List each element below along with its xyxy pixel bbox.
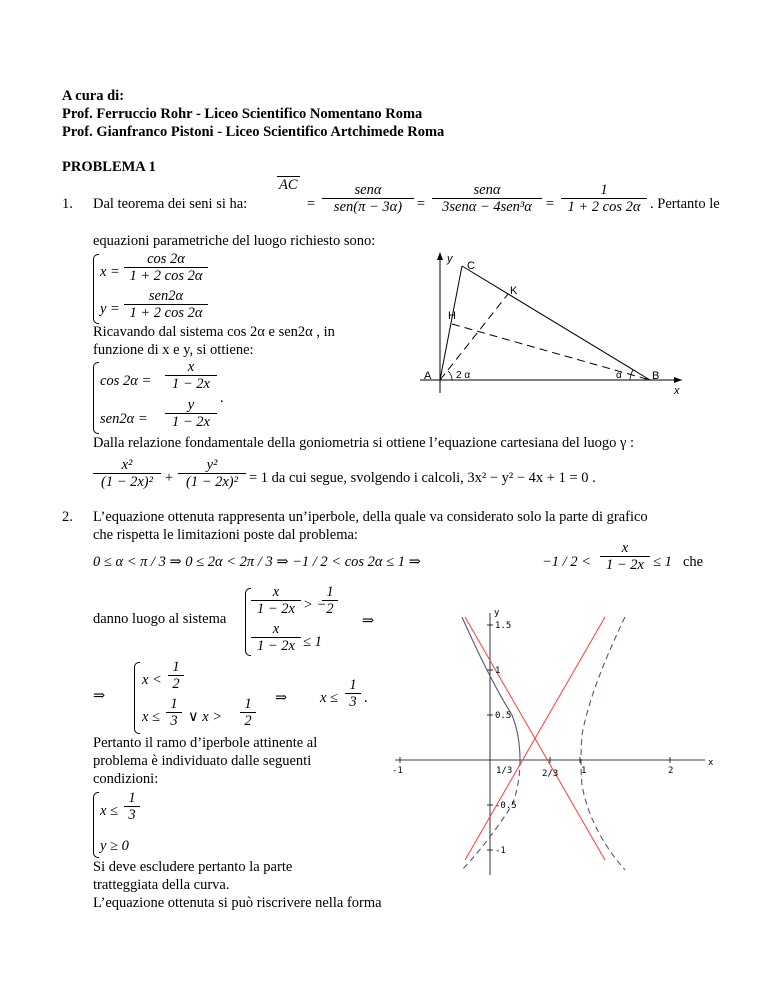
fraction-3-num: 1 xyxy=(561,182,647,199)
x-lhs: x = xyxy=(100,264,120,280)
eq-sign-1: = xyxy=(306,196,316,212)
item1-number: 1. xyxy=(62,196,73,212)
sys1-rhs-den: 2 xyxy=(326,601,334,617)
sen-lhs: sen2α = xyxy=(100,411,148,427)
r1-fraction xyxy=(168,659,184,692)
tick-label-1_5: 1.5 xyxy=(495,621,512,631)
cartesian-frac-1 xyxy=(93,457,161,490)
fraction-1-num: senα xyxy=(322,182,414,199)
y-den: 1 + 2 cos 2α xyxy=(129,305,203,321)
eq-sign-2: = xyxy=(416,196,426,212)
param-system-brace xyxy=(93,254,99,324)
tick-label-2x: 2 xyxy=(668,766,674,776)
sys1-rhs: > − xyxy=(303,597,327,613)
r2b-num: 1 xyxy=(240,696,256,713)
cond1-num: 1 xyxy=(124,790,140,807)
item1-intro: Dal teorema dei seni si ha: xyxy=(93,196,248,212)
r2-den: 3 xyxy=(170,713,178,729)
sys2-fraction xyxy=(251,621,301,654)
cartesian-num-2: y² xyxy=(178,457,246,474)
pertanto-line-1: Pertanto il ramo d’iperbole attinente al xyxy=(93,735,318,751)
sys2-den: 1 − 2x xyxy=(257,638,295,654)
r2b-fraction xyxy=(240,696,256,729)
ineq-den: 1 − 2x xyxy=(606,557,644,573)
r1-den: 2 xyxy=(172,676,180,692)
result-lhs: x ≤ xyxy=(320,690,339,706)
r1-num: 1 xyxy=(168,659,184,676)
tick-label-2_3: 2/3 xyxy=(542,769,559,779)
r2b-den: 2 xyxy=(244,713,252,729)
eq-sign-3: = xyxy=(545,196,555,212)
x-axis-arrow xyxy=(674,377,682,383)
ac-label: AC xyxy=(279,177,298,193)
y-lhs: y = xyxy=(100,301,120,317)
dalla-relazione: Dalla relazione fondamentale della goniometria si ottiene l’equazione cartesiana del luogo γ : xyxy=(93,435,635,451)
problem-title: PROBLEMA 1 xyxy=(62,159,156,175)
triangle-figure xyxy=(390,248,690,398)
cartesian-tail: = 1 da cui segue, svolgendo i calcoli, 3x² − y² − 4x + 1 = 0 . xyxy=(249,470,596,486)
chain-inequality: 0 ≤ α < π / 3 ⇒ 0 ≤ 2α < 2π / 3 ⇒ −1 / 2 < cos 2α ≤ 1 ⇒ xyxy=(93,554,421,570)
cond1-den: 3 xyxy=(128,807,136,823)
r2-fraction xyxy=(166,696,182,729)
cos-den: 1 − 2x xyxy=(172,376,210,392)
sys2-rhs: ≤ 1 xyxy=(303,634,322,650)
system2-brace xyxy=(134,662,140,734)
si-deve-2: tratteggiata della curva. xyxy=(93,877,230,893)
cartesian-frac-2 xyxy=(178,457,246,490)
fraction-2-num: senα xyxy=(432,182,542,199)
ineq-num: x xyxy=(600,540,650,557)
ineq-lhs: −1 / 2 < xyxy=(542,554,591,570)
tick-label-1x: 1 xyxy=(581,766,587,776)
cos-lhs: cos 2α = xyxy=(100,373,152,389)
label-C: C xyxy=(467,260,475,272)
fraction-3-den: 1 + 2 cos 2α xyxy=(567,199,641,215)
ac-fraction xyxy=(277,176,300,193)
ineq-rhs: ≤ 1 xyxy=(653,554,672,570)
x-fraction xyxy=(124,251,208,284)
triangle-label-y: y xyxy=(447,253,453,265)
r2-lhs: x ≤ xyxy=(142,709,161,725)
r2-or: ∨ x > xyxy=(188,709,223,725)
r1-lhs: x < xyxy=(142,672,162,688)
sys1-rhs-num: 1 xyxy=(322,584,338,601)
sys1-rhs-fraction xyxy=(322,584,338,617)
item2-number: 2. xyxy=(62,509,73,525)
fraction-1 xyxy=(322,182,414,215)
left-branch-solid xyxy=(462,617,520,760)
cartesian-den-2: (1 − 2x)² xyxy=(186,474,238,490)
cond1-lhs: x ≤ xyxy=(100,803,119,819)
ricavando-line-2: funzione di x e y, si ottiene: xyxy=(93,342,254,358)
tick-label-0_5: 0.5 xyxy=(495,711,512,721)
fraction-1-den: sen(π − 3α) xyxy=(333,199,403,215)
sys1-den: 1 − 2x xyxy=(257,601,295,617)
che-word: che xyxy=(683,554,704,570)
ricavando-line-1: Ricavando dal sistema cos 2α e sen2α , in xyxy=(93,324,335,340)
x-den: 1 + 2 cos 2α xyxy=(129,268,203,284)
sys2-num: x xyxy=(251,621,301,638)
sen-den: 1 − 2x xyxy=(172,414,210,430)
label-A: A xyxy=(424,370,432,382)
label-K: K xyxy=(510,285,518,297)
sys1-fraction xyxy=(251,584,301,617)
fraction-2-den: 3senα − 4sen³α xyxy=(442,199,532,215)
sys1-num: x xyxy=(251,584,301,601)
cos-num: x xyxy=(165,359,217,376)
pertanto-line-2: problema è individuato dalle seguenti xyxy=(93,753,312,769)
hyperbola-graph xyxy=(390,595,720,880)
dashed-AK xyxy=(440,294,508,380)
tick-label-m1x: -1 xyxy=(392,766,403,776)
pertanto-line-3: condizioni: xyxy=(93,771,159,787)
item2-text-1: L’equazione ottenuta rappresenta un’iperbole, della quale va considerato solo la parte di grafico xyxy=(93,509,648,525)
cos-dot: . xyxy=(220,390,224,406)
cartesian-den-1: (1 − 2x)² xyxy=(101,474,153,490)
right-branch-dashed xyxy=(581,617,625,870)
cond2: y ≥ 0 xyxy=(100,838,129,854)
item2-text-2: che rispetta le limitazioni poste dal problema: xyxy=(93,527,358,543)
y-axis-arrow xyxy=(437,252,443,260)
cond1-fraction xyxy=(124,790,140,823)
tick-label-1: 1 xyxy=(495,666,501,676)
result-dot: . xyxy=(364,690,368,706)
result-fraction xyxy=(345,677,361,710)
implies-1: ⇒ xyxy=(362,613,375,629)
angle-label-B: α xyxy=(616,370,622,381)
triangle-label-x: x xyxy=(674,385,680,397)
header-line-2: Prof. Ferruccio Rohr - Liceo Scientifico Nomentano Roma xyxy=(62,106,423,122)
param-intro: equazioni parametriche del luogo richiesto sono: xyxy=(93,233,376,249)
danno-luogo: danno luogo al sistema xyxy=(93,611,227,627)
tick-label-1_3: 1/3 xyxy=(496,766,513,776)
ineq-fraction xyxy=(600,540,650,573)
cartesian-num-1: x² xyxy=(93,457,161,474)
label-H: H xyxy=(448,310,456,322)
si-deve-1: Si deve escludere pertanto la parte xyxy=(93,859,293,875)
cos-sen-system-brace xyxy=(93,362,99,434)
implies-2: ⇒ xyxy=(93,688,106,704)
result-num: 1 xyxy=(345,677,361,694)
angle-label-A: 2 α xyxy=(456,370,471,381)
sen-fraction xyxy=(165,397,217,430)
label-B: B xyxy=(652,370,660,382)
graph-label-x: x xyxy=(708,758,714,768)
angle-arc-A xyxy=(448,371,452,380)
fraction-2 xyxy=(432,182,542,215)
tick-label-m0_5: -0.5 xyxy=(495,801,517,811)
r2-num: 1 xyxy=(166,696,182,713)
graph-label-y: y xyxy=(494,608,500,618)
last-line: L’equazione ottenuta si può riscrivere nella forma xyxy=(93,895,382,911)
y-fraction xyxy=(124,288,208,321)
implies-3: ⇒ xyxy=(275,690,288,706)
fraction-3 xyxy=(561,182,647,215)
cartesian-plus: + xyxy=(164,470,174,486)
result-den: 3 xyxy=(349,694,357,710)
sen-num: y xyxy=(165,397,217,414)
y-num: sen2α xyxy=(124,288,208,305)
conditions-brace xyxy=(93,792,99,858)
header-line-1: A cura di: xyxy=(62,88,125,104)
tick-label-m1: -1 xyxy=(495,846,506,856)
side-AC xyxy=(440,266,462,380)
cos-fraction xyxy=(165,359,217,392)
item1-after: . Pertanto le xyxy=(650,196,720,212)
x-num: cos 2α xyxy=(124,251,208,268)
header-line-3: Prof. Gianfranco Pistoni - Liceo Scientifico Artchimede Roma xyxy=(62,124,445,140)
side-CB xyxy=(462,266,650,380)
